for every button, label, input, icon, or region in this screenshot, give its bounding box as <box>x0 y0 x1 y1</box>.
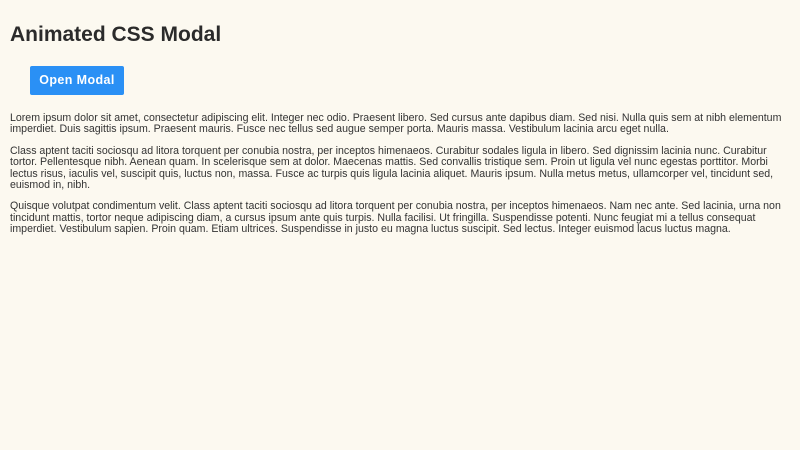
open-modal-button[interactable]: Open Modal <box>30 66 124 95</box>
paragraph-1: Lorem ipsum dolor sit amet, consectetur adipiscing elit. Integer nec odio. Praesent libero. Sed cursus ante dapibus diam. Sed nisi. Nulla quis sem at nibh elementum imperdiet. Duis sagittis ipsum. Praesent mauris. Fusce nec tellus sed augue semper porta. Mauris massa. Vestibulum lacinia arcu eget nulla. <box>10 112 782 136</box>
content-area <box>10 113 790 236</box>
page-title: Animated CSS Modal <box>10 23 222 46</box>
paragraph-3: Quisque volutpat condimentum velit. Class aptent taciti sociosqu ad litora torquent per conubia nostra, per inceptos himenaeos. Nam nec ante. Sed lacinia, urna non tincidunt mattis, tortor neque adipiscing diam, a cursus ipsum ante quis turpis. Nulla facilisi. Ut fringilla. Suspendisse potenti. Nunc feugiat mi a tellus consequat imperdiet. Vestibulum sapien. Proin quam. Etiam ultrices. Suspendisse in justo eu magna luctus suscipit. Sed lectus. Integer euismod lacus luctus magna. <box>10 200 781 236</box>
button-wrapper <box>30 66 790 95</box>
paragraph-2: Class aptent taciti sociosqu ad litora torquent per conubia nostra, per inceptos himenaeos. Curabitur sodales ligula in libero. Sed dignissim lacinia nunc. Curabitur tortor. Pellentesque nibh. Aenean quam. In scelerisque sem at dolor. Maecenas mattis. Sed convallis tristique sem. Proin ut ligula vel nunc egestas porttitor. Morbi lectus risus, iaculis vel, suscipit quis, luctus non, massa. Fusce ac turpis quis ligula lacinia aliquet. Mauris ipsum. Nulla metus metus, ullamcorper vel, tincidunt sed, euismod in, nibh. <box>10 144 774 192</box>
